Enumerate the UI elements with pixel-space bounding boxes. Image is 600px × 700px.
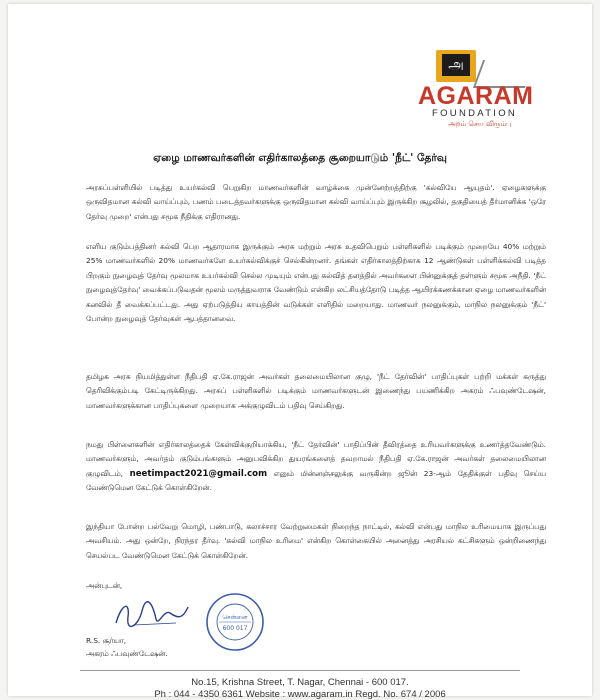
logo-badge-letter: அ [442, 54, 470, 76]
email-address[interactable]: neetimpact2021@gmail.com [129, 468, 268, 479]
seal-city: சென்னை [222, 614, 248, 621]
paragraph-5: இந்தியா போன்ற பல்வேறு மொழி, பண்பாடு, கலாச்சார வேற்றுமைகள் நிறைந்த நாட்டில், கல்வி என்பது மாநில உரிமையாக இருப்பது அவசியம். அது ஒன்றே, நிரந்தர தீர்வு. 'கல்வி மாநில உரிமை' என்கிற கொள்கையில் அனைத்து அரசியல் கட்சிகளும் ஒன்றிணைந்து செயல்பட வேண்டுமென கேட்டுக் கொள்கிறேன். [86, 522, 546, 560]
paragraph-3: தமிழக அரசு நியமித்துள்ள நீதிபதி ஏ.கே.ராஜன் அவர்கள் தலைமையிலான குழு, 'நீட் தேர்வின்' பாதிப்புகள் பற்றி மக்கள் கருத்து தெரிவிக்கும்படி கேட்டிருக்கிறது. அரசுப் பள்ளிகளில் படிக்கும் மாணவர்களுடன் இணைந்து பயணிக்கிற அகரம் ஃபவுண்டேஷன், மாணவர்களுக்கான பாதிப்புகளை முறையாக அக்குழுவிடம் பதிவு செய்கிறது. [86, 372, 546, 410]
paragraph-2: எளிய குடும்பத்தினர் கல்வி பெற ஆதாரமாக இருக்கும் அரசு மற்றும் அரசு உதவிபெறும் பள்ளிகளில் படிக்கும் முறையே 40% மற்றும் 25% மாணவர்களில் 20% மாணவர்களே உயர்கல்விக்குச் செல்கின்றனர். தங்கள் எதிர்காலத்திற்காக 12 ஆண்டுகள் பள்ளிக்கல்வி படித்த பிறகும் நுழைவுத் தேர்வு மூலமாக உயர்கல்வி செல்ல முடியும் என்பது கல்வித் தளத்தில் அவர்களை பின்னுக்குத் தள்ளும் சமூக அநீதி. 'நீட் நுழைவுத்தேர்வு' வைக்கப்படுவதன் மூலம் மருத்துவராக வேண்டும் என்கிற லட்சியத்தோடு படித்த ஆயிரக்கணக்கான ஏழை மாணவர்களின் கனவில் தீ வைக்கப்பட்டது. அது ஏற்படுத்திய காயத்தின் வடுக்கள் எளிதில் மறையாது. மாணவர் நலனுக்கும், மாநில நலனுக்கும் 'நீட்' போன்ற நுழைவுத் தேர்வுகள் ஆபத்தானவை. [86, 242, 546, 324]
signature [112, 597, 192, 631]
logo-badge [436, 50, 476, 82]
footer-divider [80, 670, 520, 671]
agaram-logo [418, 50, 578, 128]
signer-organization: அகரம் ஃபவுண்டேஷன். [86, 649, 168, 658]
logo-foundation: FOUNDATION [432, 108, 518, 119]
paragraph-1: அரசுப்பள்ளியில் படித்து உயர்கல்வி பெறுகிற மாணவர்களின் வாழ்க்கை முன்னேற்றத்திற்கு 'கல்வியே ஆயுதம்'. ஏழைகளுக்கு ஒருவிதமான கல்வி வாய்ப்பும், பணம் படைத்தவர்களுக்கு ஒருவிதமான கல்வி வாய்ப்பும் இருக்கிற சூழலில், தகுதியைத் தீர்மானிக்க 'ஒரே தேர்வு முறை' என்பது சமூக நீதிக்கு எதிரானது. [86, 183, 546, 221]
logo-tagline: அறம் செய விரும்பு [448, 120, 512, 128]
footer-contact: Ph : 044 - 4350 6361 Website : www.agaram.in Regd. No. 674 / 2006 [154, 689, 446, 700]
closing: அன்புடன், [86, 581, 123, 590]
signer-name: R.S. சூர்யா, [86, 636, 127, 645]
letter-title: ஏழை மாணவர்களின் எதிர்காலத்தை சூறையாடும் 'நீட்' தேர்வு [153, 152, 447, 164]
paragraph-4 [86, 438, 546, 496]
paragraph-4-start: நமது பிள்ளைகளின் எதிர்காலத்தைக் கேள்விக்குறியாக்கிய, 'நீட் தேர்வின்' பாதிப்பின் தீவிரத்தை உரியவர்களுக்கு உணர்த்தவேண்டும். மாணவர்களும், அவர்தம் குடும்பங்களும் அனுபவிக்கிற துயரங்களைத் தவறாமல் நீதிபதி ஏ.கே.ராஜன் அவர்கள் தலைமையிலான குழுவிடம், [86, 440, 546, 478]
organization-seal [205, 592, 265, 652]
footer-address: No.15, Krishna Street, T. Nagar, Chennai - 600 017. [191, 677, 409, 688]
logo-name: AGARAM [418, 82, 534, 110]
paragraph-4-end: எனும் மின்னஞ்சலுக்கு வருகின்ற ஜூன் 23-ஆம் தேதிக்குள் பதிவு செய்ய வேண்டுமென கேட்டுக் கொள்கிறேன். [86, 468, 546, 493]
seal-pin: 600 017 [222, 625, 248, 632]
